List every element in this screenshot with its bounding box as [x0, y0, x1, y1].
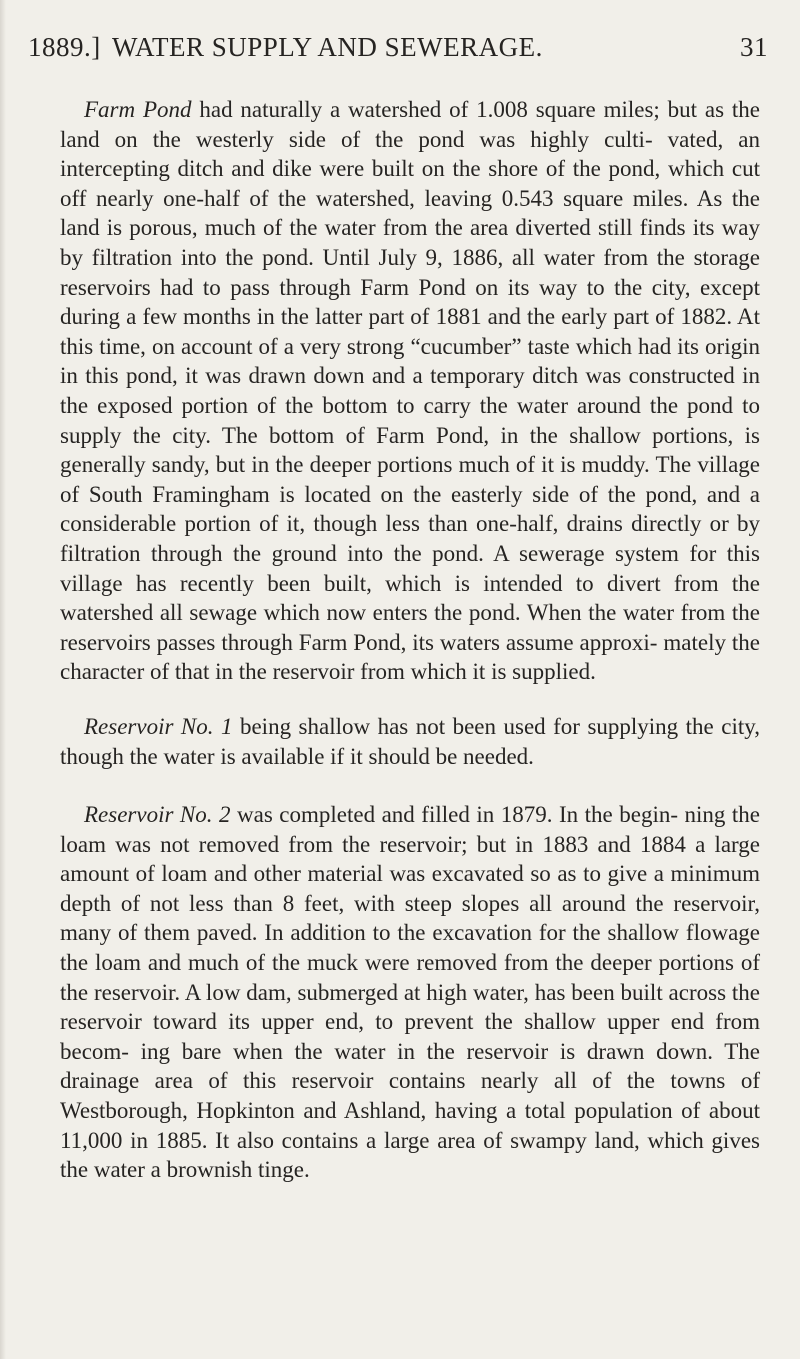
paragraph-lead: Farm Pond [84, 97, 192, 122]
paragraph-lead: Reservoir No. 1 [84, 714, 233, 739]
paragraph-reservoir-1 [60, 712, 760, 771]
header-year: 1889.] [28, 32, 101, 62]
page-number: 31 [740, 32, 768, 62]
paragraph-reservoir-2 [60, 800, 760, 1185]
paragraph-lead: Reservoir No. 2 [84, 802, 231, 827]
paragraph-text: being shallow has not been used for supplying the city, though the water is available if it should be needed. [60, 714, 760, 769]
paragraph-farm-pond [60, 95, 760, 687]
scan-edge-shadow [0, 0, 6, 1359]
header-title: WATER SUPPLY AND SEWERAGE. [112, 32, 543, 62]
running-header [28, 32, 768, 76]
paragraph-text: was completed and filled in 1879. In the begin- ning the loam was not removed from the reservoir; but in 1883 and 1884 a large amount of loam and other material was excavated so as to give a minimum depth of not less than 8 feet, with steep slopes all around the reservoir, many of them paved. In addition to the excavation for the shallow flowage the loam and much of the muck were removed from the deeper portions of the reservoir. A low dam, submerged at high water, has been built across the reservoir toward its upper end, to prevent the shallow upper end from becom- ing bare when the water in the reservoir is drawn down. The drainage area of this reservoir contains nearly all of the towns of Westborough, Hopkinton and Ashland, having a total population of about 11,000 in 1885. It also contains a large area of swampy land, which gives the water a brownish tinge. [60, 802, 760, 1183]
paragraph-text: had naturally a watershed of 1.008 square miles; but as the land on the westerly side of the pond was highly culti- vated, an intercepting ditch and dike were built on the shore of the pond, which cut off nearly one-half of the watershed, leaving 0.543 square miles. As the land is porous, much of the water from the area diverted still finds its way by filtration into the pond. Until July 9, 1886, all water from the storage reservoirs had to pass through Farm Pond on its way to the city, except during a few months in the latter part of 1881 and the early part of 1882. At this time, on account of a very strong “cucumber” taste which had its origin in this pond, it was drawn down and a temporary ditch was constructed in the exposed portion of the bottom to carry the water around the pond to supply the city. The bottom of Farm Pond, in the shallow portions, is generally sandy, but in the deeper portions much of it is muddy. The village of South Framingham is located on the easterly side of the pond, and a considerable portion of it, though less than one-half, drains directly or by filtration through the ground into the pond. A sewerage system for this village has recently been built, which is intended to divert from the watershed all sewage which now enters the pond. When the water from the reservoirs passes through Farm Pond, its waters assume approxi- mately the character of that in the reservoir from which it is supplied. [60, 97, 760, 685]
